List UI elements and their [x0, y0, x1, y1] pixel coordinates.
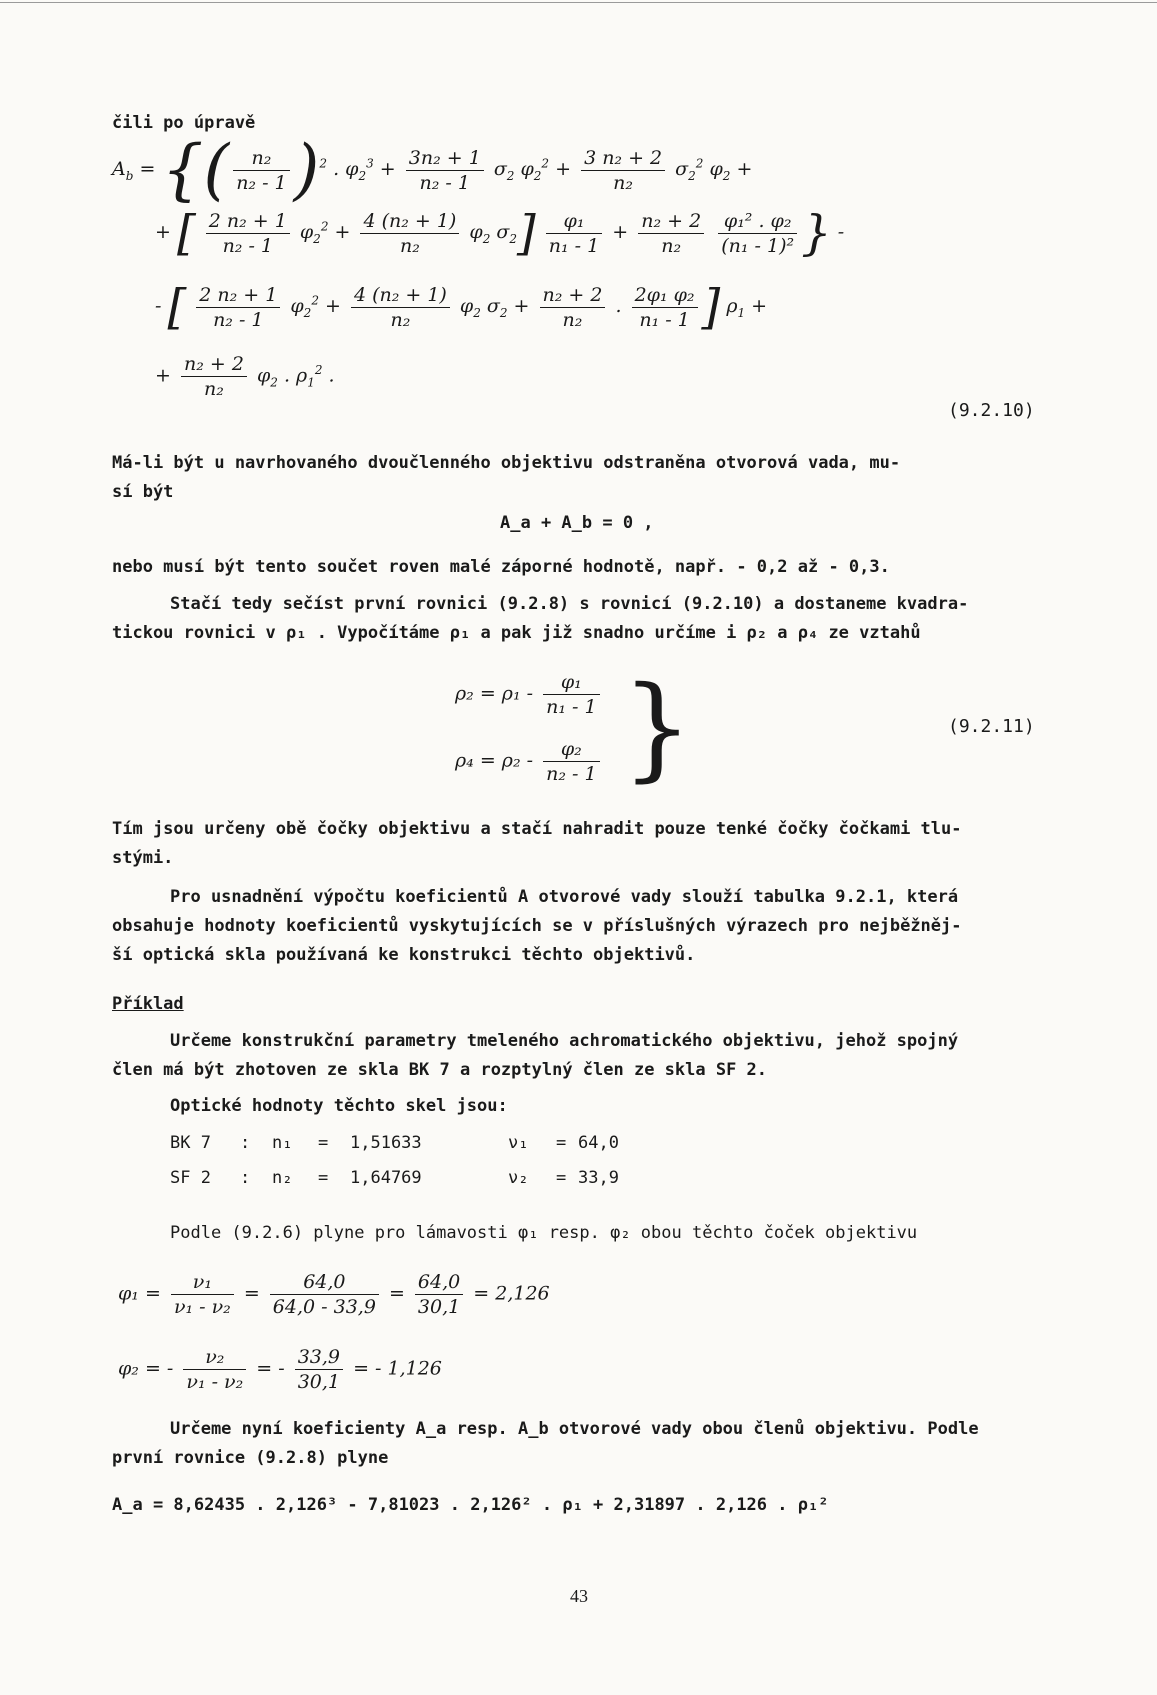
paragraph-line: obsahuje hodnoty koeficientů vyskytujících se v příslušných výrazech pro nejběžněj-	[112, 916, 962, 936]
table-equals: =	[556, 1168, 567, 1188]
paragraph-line: nebo musí být tento součet roven malé záporné hodnotě, např. - 0,2 až - 0,3.	[112, 557, 890, 577]
example-heading: Příklad	[112, 994, 184, 1014]
paragraph-line: člen má být zhotoven ze skla BK 7 a rozptylný člen ze skla SF 2.	[112, 1060, 768, 1080]
eq-9-2-10-line3: - [ $\frac{\text{2 n₂ + 1}}{\text{n₂ - 1}}$ $\varphi_2^2$ + $\frac{\text{4 (n₂ + 1)}}{\text{n₂}}$ $\varphi_2$ $\sigma_2$ + $\frac{\text{n₂ + 2}}{\text{n₂}}$ . $\frac{\text{2φ₁ φ₂}}{\text{n₁ - 1}}$ ] $\rho_1$ +	[155, 279, 768, 335]
eq-row: ρ₄ = ρ₂ - $\frac{\text{φ₂}}{\text{n₂ - 1}}$	[455, 736, 604, 789]
scan-edge-line	[0, 2, 1157, 3]
eq-9-2-11	[455, 663, 693, 793]
eq-9-2-10-line4: + $\frac{\text{n₂ + 2}}{\text{n₂}}$ $\varphi_2$ . $\rho_1^2$ .	[155, 353, 335, 400]
fraction: $\frac{\text{n₂ + 2}}{\text{n₂}}$	[181, 352, 247, 401]
equation-sum: A_a + A_b = 0 ,	[500, 513, 654, 533]
index-symbol: n₁	[272, 1133, 293, 1153]
eq-9-2-10-line2: + [ $\frac{\text{2 n₂ + 1}}{\text{n₂ - 1}}$ $\varphi_2^2$ + $\frac{\text{4 (n₂ + 1)}}{\text{n₂}}$ $\varphi_2$ $\sigma_2$] $\frac{\text{φ₁}}{\text{n₁ - 1}}$ + $\frac{\text{n₂ + 2}}{\text{n₂}}$ $\frac{\text{φ₁² . φ₂}}{\text{(n₁ - 1)²}}$ } -	[155, 205, 845, 261]
paragraph-line: Stačí tedy sečíst první rovnici (9.2.8) s rovnicí (9.2.10) a dostaneme kvadra-	[170, 594, 969, 614]
paragraph-line: Určeme konstrukční parametry tmeleného achromatického objektivu, jehož spojný	[170, 1031, 959, 1051]
glass-name: SF 2	[170, 1168, 211, 1188]
glass-name: BK 7	[170, 1133, 211, 1153]
paragraph-line: ší optická skla používaná ke konstrukci těchto objektivů.	[112, 945, 696, 965]
abbe-number-value: 64,0	[578, 1133, 619, 1153]
eq-phi2: φ₂ = - $\frac{\text{ν₂}}{\text{ν₁ - ν₂}}$ = - $\frac{33,9}{30,1}$ = - 1,126	[118, 1346, 442, 1393]
paragraph-line: Pro usnadnění výpočtu koeficientů A otvorové vady slouží tabulka 9.2.1, která	[170, 887, 959, 907]
fraction: $\frac{\text{4 (n₂ + 1)}}{\text{n₂}}$	[360, 209, 459, 258]
equals-sign: =	[139, 158, 156, 180]
paragraph-line: Podle (9.2.6) plyne pro lámavosti φ₁ resp. φ₂ obou těchto čoček objektivu	[170, 1223, 918, 1243]
fraction: $\frac{33,9}{30,1}$	[295, 1345, 343, 1394]
fraction: $\frac{\text{2 n₂ + 1}}{\text{n₂ - 1}}$	[196, 283, 280, 332]
eq-lhs: $A_b$	[112, 158, 134, 183]
fraction: $\frac{\text{2φ₁ φ₂}}{\text{n₁ - 1}}$	[632, 283, 698, 332]
fraction: $\frac{64,0}{64,0 - 33,9}$	[270, 1270, 379, 1319]
paragraph-line: první rovnice (9.2.8) plyne	[112, 1448, 389, 1468]
refractive-index-value: 1,51633	[350, 1133, 422, 1153]
paragraph-line: Optické hodnoty těchto skel jsou:	[170, 1096, 508, 1116]
table-equals: =	[556, 1133, 567, 1153]
abbe-number-value: 33,9	[578, 1168, 619, 1188]
abbe-symbol: ν₂	[508, 1168, 529, 1188]
table-equals: =	[318, 1133, 329, 1153]
table-equals: =	[318, 1168, 329, 1188]
fraction: $\frac{\text{φ₁}}{\text{n₁ - 1}}$	[543, 670, 599, 719]
fraction: $\frac{\text{φ₂}}{\text{n₂ - 1}}$	[543, 737, 599, 786]
index-symbol: n₂	[272, 1168, 293, 1188]
fraction: $\frac{\text{n₂ + 2}}{\text{n₂}}$	[540, 283, 606, 332]
paragraph-line: tickou rovnici v ρ₁ . Vypočítáme ρ₁ a pak již snadno určíme i ρ₂ a ρ₄ ze vztahů	[112, 623, 921, 643]
eq-9-2-10-line1: $A_b$ = {( $\frac{\text{n₂}}{\text{n₂ - 1}}$ )$^2$ . $\varphi_2^3$ + $\frac{\text{3n₂ + 1}}{\text{n₂ - 1}}$ $\sigma_2$ $\varphi_2^2$ + $\frac{\text{3 n₂ + 2}}{\text{n₂}}$ $\sigma_2^2$ $\varphi_2$ +	[112, 131, 753, 208]
eq-row: ρ₂ = ρ₁ - $\frac{\text{φ₁}}{\text{n₁ - 1}}$	[455, 668, 604, 736]
equation-number: (9.2.10)	[948, 400, 1035, 421]
fraction: $\frac{\text{3 n₂ + 2}}{\text{n₂}}$	[581, 146, 665, 195]
refractive-index-value: 1,64769	[350, 1168, 422, 1188]
paragraph-line: Má-li být u navrhovaného dvoučlenného objektivu odstraněna otvorová vada, mu-	[112, 453, 901, 473]
paragraph-line: stými.	[112, 848, 174, 868]
fraction: $\frac{\text{ν₂}}{\text{ν₁ - ν₂}}$	[183, 1345, 246, 1394]
equation-group	[455, 663, 693, 793]
fraction: $\frac{\text{n₂ + 2}}{\text{n₂}}$	[638, 209, 704, 258]
fraction: $\frac{\text{3n₂ + 1}}{\text{n₂ - 1}}$	[406, 146, 484, 195]
fraction: $\frac{64,0}{30,1}$	[415, 1270, 463, 1319]
fraction: $\frac{\text{ν₁}}{\text{ν₁ - ν₂}}$	[171, 1270, 234, 1319]
equation-number: (9.2.11)	[948, 716, 1035, 737]
page-number: 43	[570, 1586, 588, 1606]
paragraph-line: sí být	[112, 482, 174, 502]
table-colon: :	[240, 1168, 251, 1188]
table-colon: :	[240, 1133, 251, 1153]
intro-text: čili po úpravě	[112, 113, 256, 133]
fraction: $\frac{\text{n₂}}{\text{n₂ - 1}}$	[233, 146, 289, 195]
paragraph-line: Určeme nyní koeficienty A_a resp. A_b otvorové vady obou členů objektivu. Podle	[170, 1419, 979, 1439]
paragraph-line: Tím jsou určeny obě čočky objektivu a stačí nahradit pouze tenké čočky čočkami tlu-	[112, 819, 962, 839]
fraction: $\frac{\text{φ₁}}{\text{n₁ - 1}}$	[546, 209, 602, 258]
equation-aa: A_a = 8,62435 . 2,126³ - 7,81023 . 2,126² . ρ₁ + 2,31897 . 2,126 . ρ₁²	[112, 1495, 829, 1515]
right-brace: }	[621, 663, 693, 793]
eq-phi1: φ₁ = $\frac{\text{ν₁}}{\text{ν₁ - ν₂}}$ = $\frac{64,0}{64,0 - 33,9}$ = $\frac{64,0}{30,1}$ = 2,126	[118, 1271, 550, 1318]
fraction: $\frac{\text{4 (n₂ + 1)}}{\text{n₂}}$	[351, 283, 450, 332]
abbe-symbol: ν₁	[508, 1133, 529, 1153]
fraction: $\frac{\text{φ₁² . φ₂}}{\text{(n₁ - 1)²}}$	[718, 209, 797, 258]
fraction: $\frac{\text{2 n₂ + 1}}{\text{n₂ - 1}}$	[206, 209, 290, 258]
